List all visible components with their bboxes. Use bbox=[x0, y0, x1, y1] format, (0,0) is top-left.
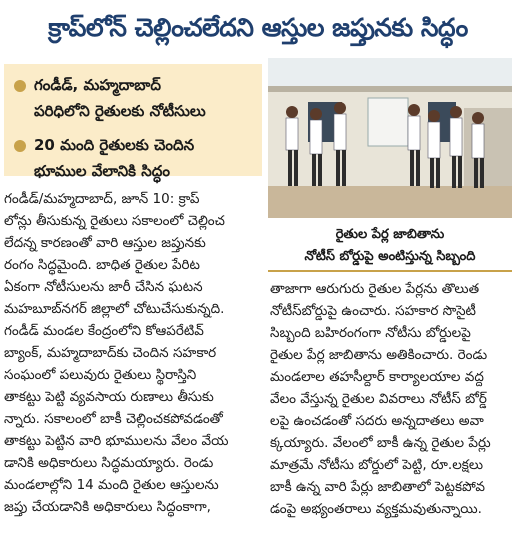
article-line: క్కయ్యారు. వేలంలో బాకీ ఉన్న రైతుల పేర్లు bbox=[270, 435, 491, 451]
highlight-text bbox=[34, 72, 206, 124]
article-line: లేదన్న కారణంతో వారి ఆస్తుల జప్తునకు bbox=[4, 235, 206, 251]
article-line: లోన్లు తీసుకున్న రైతులు సకాలంలో చెల్లించ bbox=[4, 213, 225, 229]
highlight-line: భూముల వేలానికి సిద్ధం bbox=[34, 162, 170, 180]
article-line: తాకట్టు పెట్టి వ్యవసాయ రుణాలు తీసుకు bbox=[4, 389, 214, 405]
headline: క్రాప్‌లోన్ చెల్లించలేదని ఆస్తుల జప్తునకు సిద్ధం bbox=[48, 13, 468, 42]
photo-illustration bbox=[268, 58, 512, 218]
article-line: తాజాగా ఆరుగురు రైతుల పేర్లను తొలుత bbox=[270, 281, 480, 297]
article-line: సంఘంలో పలువురు రైతులు స్థిరాస్తిని bbox=[4, 367, 197, 383]
article-left-column bbox=[4, 188, 262, 533]
bullet-icon bbox=[14, 140, 26, 152]
article-line: జప్తు చేయడానికి అధికారులు సిద్ధంకాగా, bbox=[4, 499, 211, 515]
news-photo bbox=[268, 58, 512, 218]
article-line: గండీడ్/మహ్మదాబాద్, జూన్ 10: క్రాప్ bbox=[4, 191, 200, 207]
bullet-icon bbox=[14, 80, 26, 92]
article-line: మహబూబ్‌నగర్ జిల్లాలో చోటుచేసుకున్నది. bbox=[4, 301, 225, 317]
caption-line: నోటీస్ బోర్డుపై అంటిస్తున్న సిబ్బంది bbox=[304, 249, 476, 264]
article-line: తాకట్టు పెట్టిన వారి భూములను వేలం వేయ bbox=[4, 433, 229, 449]
article-line: డానికి అధికారులు సిద్ధమయ్యారు. రెండు bbox=[4, 455, 214, 471]
article-right-column bbox=[270, 278, 514, 534]
article-line: మాత్రమే నోటీసు బోర్డులో పెట్టి, రూ.లక్షలు bbox=[270, 457, 484, 473]
article-line: రంగం సిద్ధమైంది. బాధిత రైతుల పేరిట bbox=[4, 257, 200, 273]
article-line: లపై ఉంచడంతో సదరు అన్నదాతలు అవా bbox=[270, 413, 484, 429]
article-line: నోటీస్‌బోర్డుపై ఉంచారు. సహకార సొసైటీ bbox=[270, 303, 476, 319]
highlights-box bbox=[4, 64, 262, 180]
article-line: బ్యాంక్, మహ్మదాబాద్‌కు చెందిన సహకార bbox=[4, 345, 217, 361]
article-line: బాకీ ఉన్న వారి పేర్లు జాబితాలో పెట్టకపోవ bbox=[270, 479, 485, 495]
highlight-item bbox=[12, 132, 256, 184]
article-line: వేలం వేస్తున్న రైతుల వివరాలు నోటీస్ బోర్డ్ bbox=[270, 391, 487, 407]
article-line: మండలాల తహసీల్దార్ కార్యాలయాల వద్ద bbox=[270, 369, 484, 385]
highlight-item bbox=[12, 72, 256, 124]
article-line: సిబ్బంది బహిరంగంగా నోటీసు బోర్డులపై bbox=[270, 325, 471, 341]
article-line: డంపై అభ్యంతరాలు వ్యక్తమవుతున్నాయి. bbox=[270, 501, 482, 517]
highlight-text bbox=[34, 132, 194, 184]
article-line: గండీడ్ మండల కేంద్రంలోని కోఆపరేటివ్ bbox=[4, 323, 204, 339]
article-line: ఏకంగా నోటీసులను జారీ చేసిన ఘటన bbox=[4, 279, 203, 295]
article-line: న్నారు. సకాలంలో బాకీ చెల్లించకపోవడంతో bbox=[4, 411, 223, 427]
highlight-line: పరిధిలోని రైతులకు నోటీసులు bbox=[34, 102, 206, 120]
photo-caption bbox=[268, 222, 512, 272]
highlight-line: గండీడ్, మహ్మదాబాద్ bbox=[34, 76, 161, 94]
caption-line: రైతుల పేర్ల జాబితాను bbox=[335, 227, 445, 242]
highlight-line: 20 మంది రైతులకు చెందిన bbox=[34, 136, 195, 154]
article-line: రైతుల పేర్ల జాబితాను అతికించారు. రెండు bbox=[270, 347, 488, 363]
article-line: మండలాల్లోని 14 మంది రైతుల ఆస్తులను bbox=[4, 477, 219, 493]
